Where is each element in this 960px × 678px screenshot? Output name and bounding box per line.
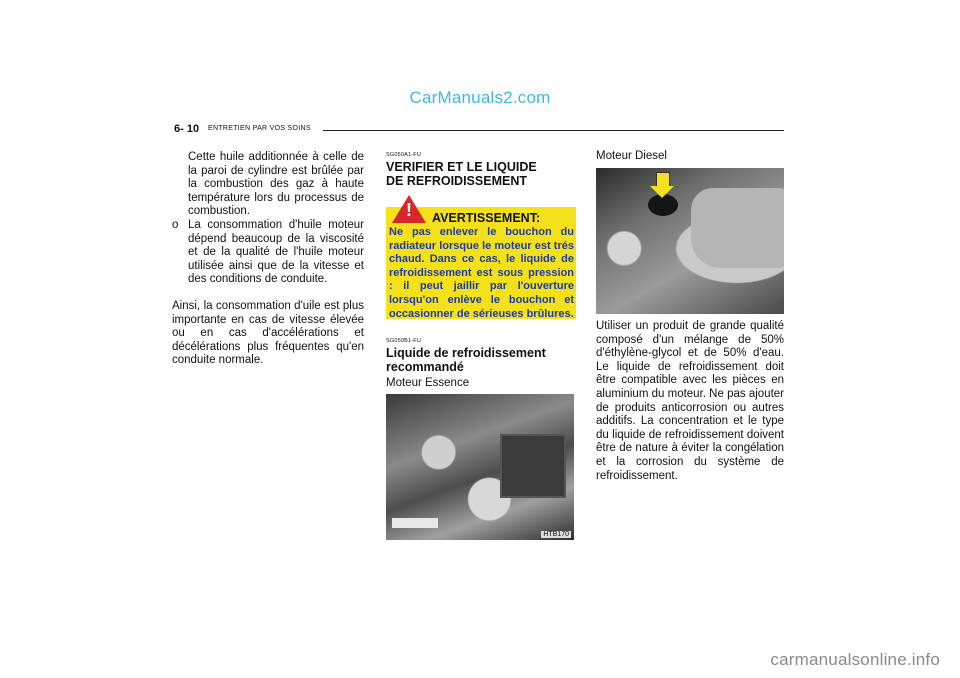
watermark-bottom[interactable]: carmanualsonline.info: [770, 650, 940, 669]
subsection-code: SG050B1-FU: [386, 338, 422, 344]
section-code: SG050A1-FU: [386, 152, 422, 158]
continued-text: Cette huile additionnée à celle de la paroi de cylindre est brûlée par la combustion des gaz à haute température lors du processus de combustion.: [188, 151, 364, 218]
warning-title: AVERTISSEMENT:: [432, 211, 541, 225]
engine-cover: [691, 188, 784, 268]
bullet-item: [172, 219, 364, 287]
image-label-essence: Moteur Essence: [386, 377, 470, 389]
column-1: [172, 151, 364, 368]
subsection-title: [386, 346, 576, 374]
arrow-head-icon: [650, 186, 674, 198]
bullet-text: La consommation d'huile moteur dépend beaucoup de la viscosité et de la qualité de l'huile moteur utilisée ainsi que de la vitesse et des conditions de conduite.: [188, 218, 364, 286]
section-title-line2: DE REFROIDISSEMENT: [386, 174, 527, 188]
page-header: [170, 123, 784, 137]
section-name: ENTRETIEN PAR VOS SOINS: [208, 125, 311, 132]
image-code: HTB170: [543, 531, 569, 538]
section-title: [386, 160, 576, 188]
arrow-icon: [656, 172, 670, 187]
watermark-top[interactable]: CarManuals2.com: [409, 88, 551, 107]
page-number: 6- 10: [174, 123, 200, 135]
column-3: [596, 150, 784, 162]
engine-panel: [500, 434, 566, 498]
subsection-title-line2: recommandé: [386, 360, 464, 374]
engine-tag: [392, 518, 438, 528]
warning-text: Ne pas enlever le bouchon du radiateur lorsque le moteur est trés chaud. Dans ce cas, le liquide de refroidissement est sous pression : il peut jaillir par l'ouverture lorsqu'on enlève le bouchon et occasionner de sérieuses brûlures.: [389, 226, 574, 320]
coolant-text: Utiliser un produit de grande qualité composé d'un mélange de 50% d'éthylène-glycol et de 50% d'eau. Le liquide de refroidissement doit être compatible avec les pièces en aluminium du moteur. Ne pas ajouter de produits anticorrosion ou autres additifs. La concentration et le type du liquide de refroidissement doivent être de nature à éviter la congélation et la corrosion du système de refroidissement.: [596, 320, 784, 482]
image-label-diesel: Moteur Diesel: [596, 150, 667, 162]
engine-photo-essence: [386, 394, 574, 540]
subsection-title-line1: Liquide de refroidissement: [386, 346, 546, 360]
engine-photo-diesel: [596, 168, 784, 314]
bullet-mark: o: [172, 218, 179, 231]
warning-box: [386, 200, 576, 320]
paragraph-text: Ainsi, la consommation d'uile est plus importante en cas de vitesse élevée ou en cas d'accélérations et décélérations plus fréquentes qu'en conduite normale.: [172, 299, 364, 367]
header-rule: [323, 130, 784, 131]
coolant-instructions: [596, 320, 784, 483]
section-title-line1: VERIFIER ET LE LIQUIDE: [386, 160, 537, 174]
subsection: [386, 338, 576, 389]
column-2: [386, 152, 576, 389]
warning-icon-symbol: !: [406, 200, 412, 220]
